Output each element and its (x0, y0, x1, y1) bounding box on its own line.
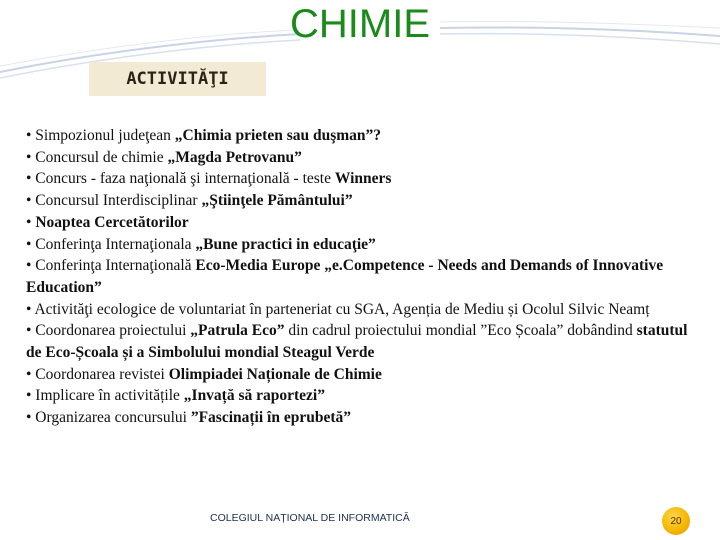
list-item-bold-text: Noaptea Cercetătorilor (35, 213, 189, 231)
page-title: CHIMIE (290, 2, 430, 46)
list-item (26, 255, 691, 298)
list-item-bold-text: Eco-Media Europe „e.Competence - Needs and Demands of Innovative Education” (26, 257, 664, 296)
list-item-text: • Conferinţa Internaţională (26, 257, 196, 275)
list-item-text: • Activităţi ecologice de voluntariat în parteneriat cu SGA, Agenția de Mediu și Ocolul Silvic Neamț (26, 300, 650, 318)
list-item-bold-text: Winners (334, 170, 392, 188)
list-item (26, 190, 691, 212)
list-item-text: • Coordonarea proiectului (26, 322, 191, 340)
list-item (26, 320, 691, 363)
list-item-bold-text: „Patrula Eco” (190, 322, 285, 340)
list-item-text: • Coordonarea revistei (26, 365, 169, 383)
list-item-bold-text: „Chimia prieten sau duşman”? (174, 127, 382, 144)
page-number-badge: 20 (662, 507, 690, 535)
list-item (26, 385, 691, 407)
list-item-bold-text: statutul de Eco-Școala și a Simbolului mondial Steagul Verde (26, 322, 688, 362)
footer-school-name: COLEGIUL NAȚIONAL DE INFORMATICĂ (210, 512, 410, 524)
subtitle-box (89, 62, 266, 96)
activities-list (26, 125, 691, 429)
list-item (26, 168, 691, 190)
list-item-text: • Organizarea concursului (26, 409, 191, 427)
list-item (26, 407, 691, 429)
list-item-text: • (26, 213, 36, 231)
list-item-text: • Concursul de chimie (26, 148, 168, 166)
list-item-text: • Implicare în activitățile (26, 387, 184, 405)
list-item-bold-text: „Invață să raportezi” (183, 387, 325, 405)
list-item-bold-text: Olimpiadei Naționale de Chimie (168, 365, 382, 383)
list-item (26, 299, 691, 321)
list-item-text: • Concurs - faza naţională şi internaţională - teste (26, 170, 335, 188)
list-item-text: • Simpozionul judeţean (26, 127, 175, 144)
list-item-bold-text: „Ştiinţele Pământului” (201, 192, 353, 210)
list-item (26, 125, 691, 147)
list-item (26, 147, 691, 169)
list-item-bold-text: ”Fascinații în eprubetă” (190, 409, 351, 427)
list-item-bold-text: „Magda Petrovanu” (167, 148, 302, 166)
list-item-text: • Conferinţa Internaţionala (26, 235, 196, 253)
list-item (26, 364, 691, 386)
list-item (26, 234, 691, 256)
list-item-bold-text: „Bune practici in educaţie” (195, 235, 376, 253)
list-item (26, 212, 691, 234)
list-item-text: din cadrul proiectului mondial ”Eco Școala” dobândind (284, 322, 637, 340)
page-subtitle: ACTIVITĂŢI (126, 69, 229, 89)
list-item-text: • Concursul Interdisciplinar (26, 192, 202, 210)
